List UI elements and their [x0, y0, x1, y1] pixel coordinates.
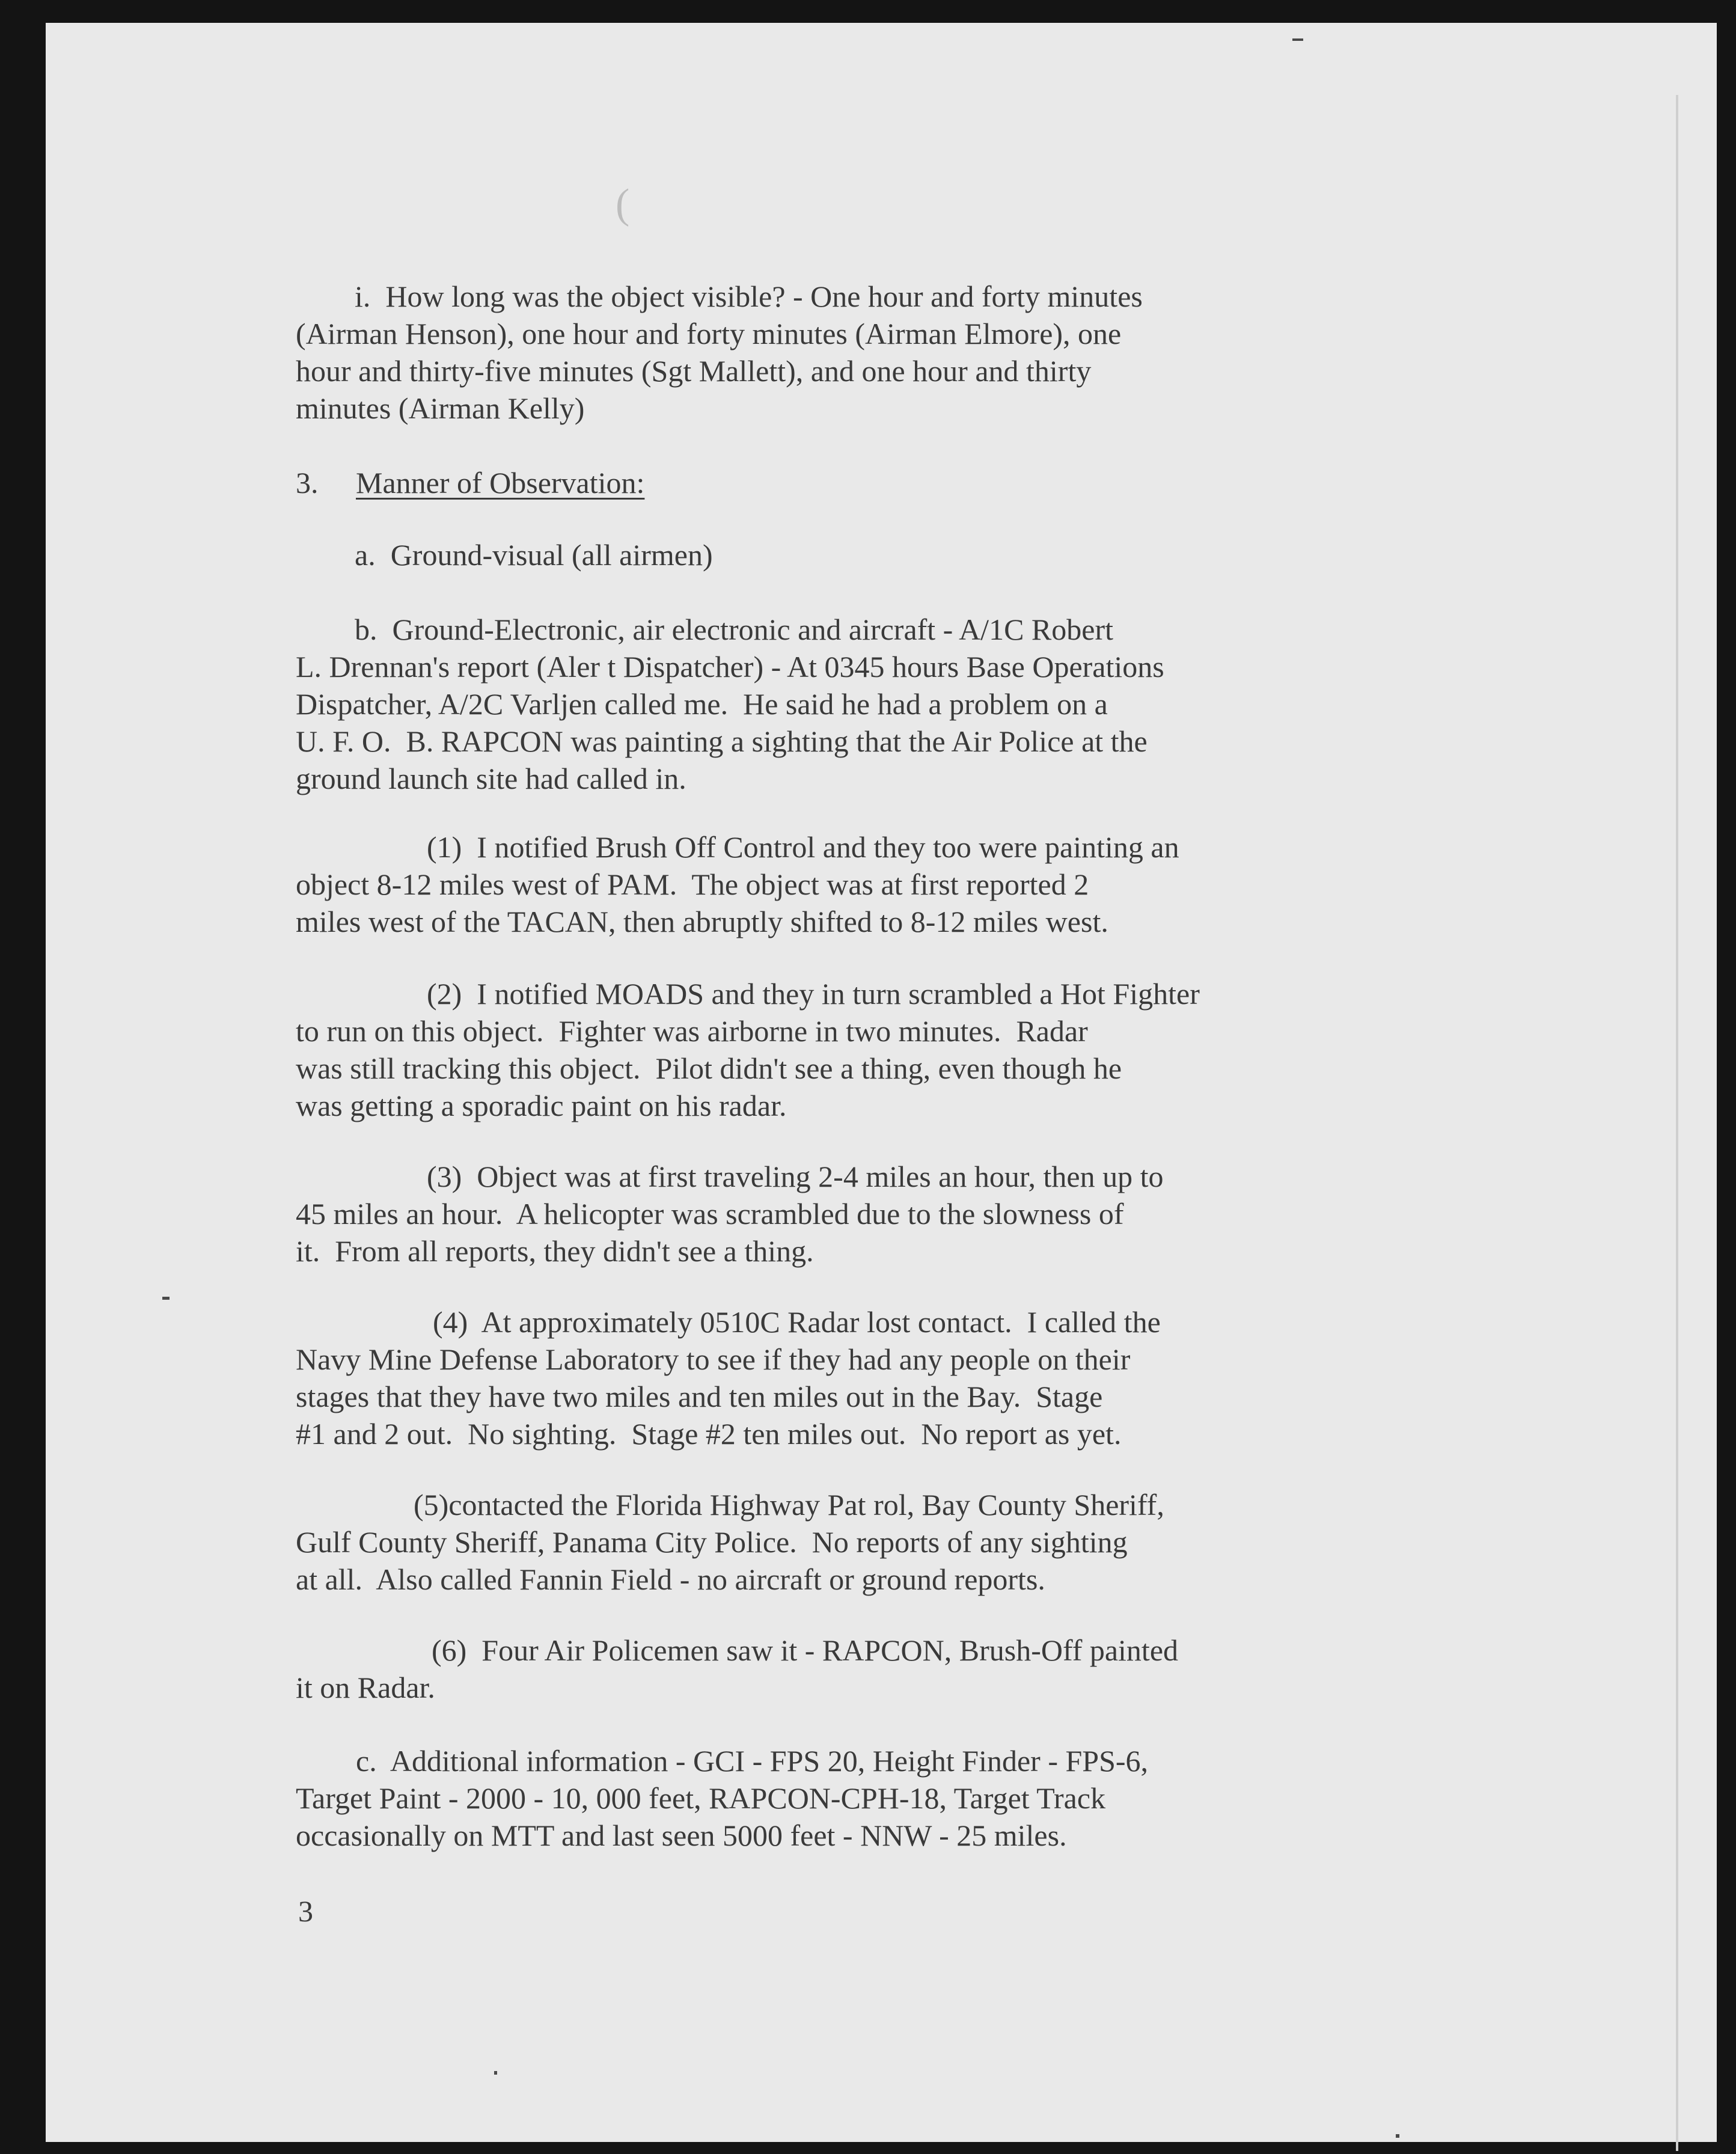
text-line: Dispatcher, A/2C Varljen called me. He said he had a problem on a: [296, 687, 1108, 721]
scan-mark: (: [616, 181, 630, 227]
page-edge-line: [1676, 95, 1678, 2151]
text-line: minutes (Airman Kelly): [296, 391, 585, 425]
text-line: (5)contacted the Florida Highway Pat rol, Bay County Sheriff,: [414, 1488, 1164, 1522]
text-line: was getting a sporadic paint on his radar.: [296, 1089, 787, 1122]
text-line: it on Radar.: [296, 1671, 435, 1704]
text-line: (1) I notified Brush Off Control and they too were painting an: [427, 830, 1179, 864]
text-line: stages that they have two miles and ten miles out in the Bay. Stage: [296, 1380, 1103, 1413]
text-line: was still tracking this object. Pilot didn't see a thing, even though he: [296, 1051, 1122, 1085]
text-line: Navy Mine Defense Laboratory to see if they had any people on their: [296, 1342, 1131, 1376]
text-line: #1 and 2 out. No sighting. Stage #2 ten miles out. No report as yet.: [296, 1417, 1122, 1451]
section-title: Manner of Observation:: [356, 466, 645, 500]
text-line: hour and thirty-five minutes (Sgt Mallett), and one hour and thirty: [296, 354, 1092, 388]
text-line: i. How long was the object visible? - One hour and forty minutes: [355, 280, 1143, 313]
page-number: 3: [298, 1894, 313, 1928]
scan-speck: [1396, 2134, 1399, 2138]
scan-speck: [494, 2071, 497, 2075]
text-line: (4) At approximately 0510C Radar lost contact. I called the: [433, 1305, 1161, 1339]
text-line: at all. Also called Fannin Field - no aircraft or ground reports.: [296, 1562, 1045, 1596]
text-line: L. Drennan's report (Aler t Dispatcher) - At 0345 hours Base Operations: [296, 650, 1164, 684]
text-line: to run on this object. Fighter was airborne in two minutes. Radar: [296, 1014, 1088, 1048]
text-line: Gulf County Sheriff, Panama City Police. No reports of any sighting: [296, 1525, 1128, 1559]
text-line: Target Paint - 2000 - 10, 000 feet, RAPCON-CPH-18, Target Track: [296, 1781, 1106, 1815]
text-line: it. From all reports, they didn't see a thing.: [296, 1234, 814, 1268]
text-line: (6) Four Air Policemen saw it - RAPCON, Brush-Off painted: [432, 1633, 1179, 1667]
section-number: 3.: [296, 466, 319, 500]
text-line: (Airman Henson), one hour and forty minutes (Airman Elmore), one: [296, 317, 1122, 350]
text-line: ground launch site had called in.: [296, 762, 686, 795]
text-line: a. Ground-visual (all airmen): [355, 538, 713, 572]
text-line: occasionally on MTT and last seen 5000 feet - NNW - 25 miles.: [296, 1819, 1067, 1852]
text-line: (3) Object was at first traveling 2-4 miles an hour, then up to: [427, 1160, 1164, 1193]
text-line: c. Additional information - GCI - FPS 20, Height Finder - FPS-6,: [356, 1744, 1149, 1778]
text-line: b. Ground-Electronic, air electronic and aircraft - A/1C Robert: [355, 613, 1114, 646]
scan-speck: [162, 1297, 170, 1300]
text-line: 45 miles an hour. A helicopter was scrambled due to the slowness of: [296, 1197, 1124, 1231]
scan-speck: [1292, 38, 1303, 41]
text-line: U. F. O. B. RAPCON was painting a sighting that the Air Police at the: [296, 724, 1148, 758]
text-line: (2) I notified MOADS and they in turn scrambled a Hot Fighter: [427, 977, 1200, 1011]
text-line: object 8-12 miles west of PAM. The object was at first reported 2: [296, 867, 1089, 901]
text-line: miles west of the TACAN, then abruptly shifted to 8-12 miles west.: [296, 905, 1108, 938]
